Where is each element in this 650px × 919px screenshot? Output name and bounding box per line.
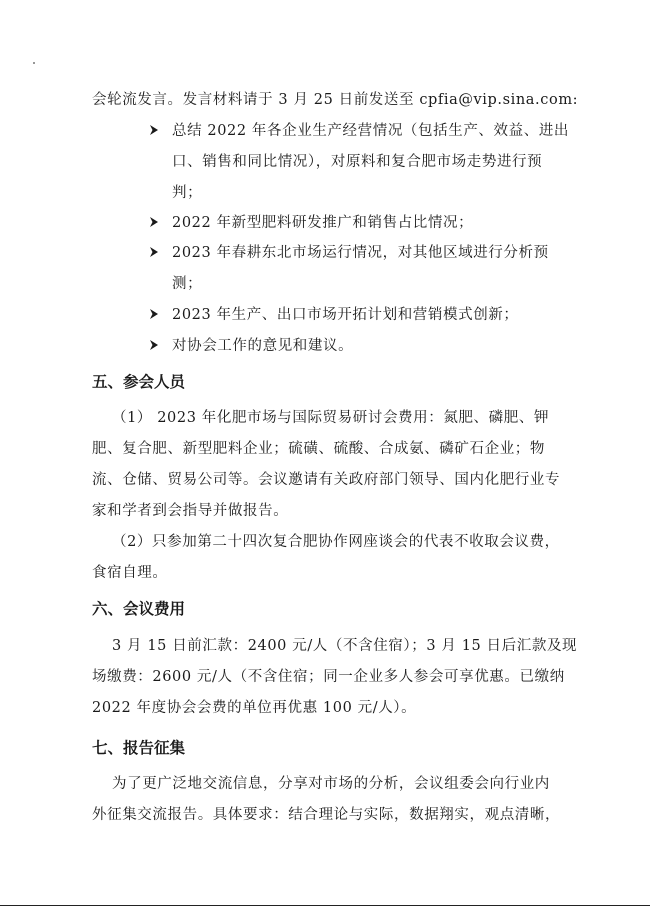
paragraph-line: 为了更广泛地交流信息，分享对市场的分析，会议组委会向行业内 — [112, 776, 550, 792]
arrow-bullet-icon — [149, 216, 159, 228]
arrow-bullet-icon — [149, 339, 159, 351]
paragraph-line: （1） 2023 年化肥市场与国际贸易研讨会费用：氮肥、磷肥、钾 — [112, 410, 550, 426]
arrow-bullet-icon — [149, 308, 159, 320]
scan-speck — [33, 62, 35, 64]
paragraph-line: 食宿自理。 — [92, 565, 168, 581]
paragraph-line: 2022 年度协会会费的单位再优惠 100 元/人）。 — [92, 700, 417, 716]
paragraph-line: 流、仓储、贸易公司等。会议邀请有关政府部门领导、国内化肥行业专 — [92, 472, 561, 488]
bullet-text-cont: 口、销售和同比情况），对原料和复合肥市场走势进行预 — [172, 154, 543, 170]
arrow-bullet-icon — [149, 124, 159, 136]
paragraph-line: 3 月 15 日前汇款：2400 元/人（不含住宿）；3 月 15 日后汇款及现 — [112, 638, 578, 654]
paragraph-line: 肥、复合肥、新型肥料企业；硫磺、硫酸、合成氨、磷矿石企业；物 — [92, 441, 545, 457]
bullet-text-cont: 判； — [172, 185, 203, 201]
paragraph-line: 场缴费：2600 元/人（不含住宿；同一企业多人参会可享优惠。已缴纳 — [92, 669, 565, 685]
section-heading-reports: 七、报告征集 — [92, 739, 186, 757]
bullet-text: 对协会工作的意见和建议。 — [172, 338, 354, 354]
text-line: 会轮流发言。发言材料请于 3 月 25 日前发送至 cpfia@vip.sina.com: — [92, 92, 579, 108]
page-bottom-rule — [0, 905, 650, 906]
paragraph-line: （2）只参加第二十四次复合肥协作网座谈会的代表不收取会议费， — [112, 534, 560, 550]
section-heading-fees: 六、会议费用 — [92, 600, 186, 618]
paragraph-line: 家和学者到会指导并做报告。 — [92, 503, 289, 519]
paragraph-line: 外征集交流报告。具体要求：结合理论与实际，数据翔实，观点清晰， — [92, 807, 561, 823]
arrow-bullet-icon — [149, 246, 159, 258]
bullet-text: 2023 年春耕东北市场运行情况，对其他区域进行分析预 — [172, 245, 549, 261]
bullet-text: 2023 年生产、出口市场开拓计划和营销模式创新； — [172, 307, 519, 323]
bullet-text: 总结 2022 年各企业生产经营情况（包括生产、效益、进出 — [172, 123, 570, 139]
section-heading-participants: 五、参会人员 — [92, 373, 186, 391]
bullet-text-cont: 测； — [172, 276, 203, 292]
bullet-text: 2022 年新型肥料研发推广和销售占比情况； — [172, 215, 474, 231]
